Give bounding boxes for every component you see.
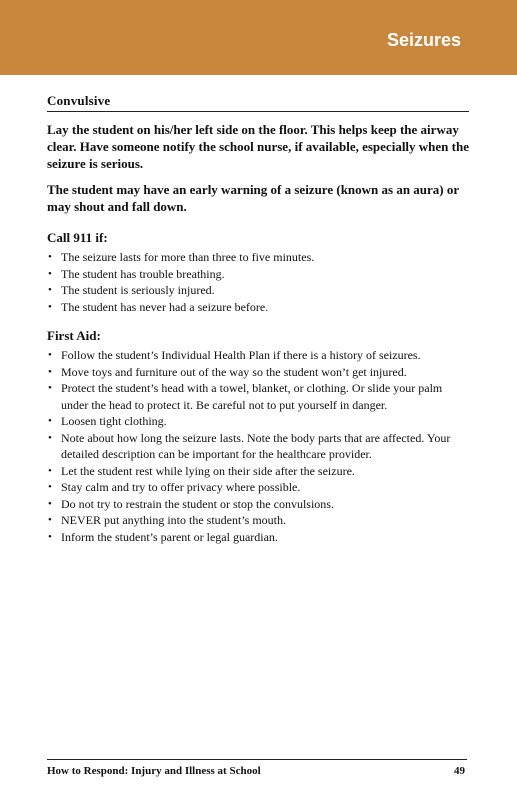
bullet-icon: • [48, 251, 52, 263]
section-heading: Convulsive [47, 93, 469, 112]
list-item: • The student has never had a seizure before. [48, 299, 269, 314]
bullet-icon: • [48, 514, 52, 526]
bullet-icon: • [48, 365, 52, 378]
page-title: Seizures [386, 30, 461, 50]
intro-paragraph: Lay the student on his/her left side on the floor. This helps keep the airway clear. Have someone notify the school nurse, if available, especially when the seizure is serious. [47, 122, 469, 171]
list-item: • Move toys and furniture out of the way so the student won’t get injured. [48, 364, 407, 379]
main-content [47, 93, 469, 545]
bullet-icon: • [48, 464, 52, 477]
footer-divider [47, 759, 467, 760]
header-band [0, 0, 517, 75]
bullet-icon: • [48, 530, 52, 543]
bullet-icon: • [48, 481, 52, 493]
list-item: • Stay calm and try to offer privacy where possible. [48, 480, 301, 494]
list-item: • Do not try to restrain the student or stop the convulsions. [48, 496, 334, 511]
list-item: • The student is seriously injured. [48, 283, 215, 297]
call-911-heading: Call 911 if: [47, 230, 108, 245]
list-item: • Protect the student’s head with a towel, blanket, or clothing. Or slide your palm under the head to protect it. Be careful not to put yourself in danger. [48, 381, 443, 412]
list-item: • NEVER put anything into the student’s mouth. [48, 513, 286, 527]
bullet-icon: • [48, 431, 52, 444]
bullet-icon: • [48, 415, 52, 427]
bullet-icon: • [48, 497, 52, 510]
page-number: 49 [454, 765, 465, 777]
warning-paragraph: The student may have an early warning of a seizure (known as an aura) or may shout and fall down. [47, 182, 459, 214]
footer-title: How to Respond: Injury and Illness at School [47, 765, 261, 777]
list-item: • Inform the student’s parent or legal guardian. [48, 529, 278, 544]
list-item: • Loosen tight clothing. [48, 414, 167, 428]
list-item: • Follow the student’s Individual Health Plan if there is a history of seizures. [48, 348, 421, 362]
list-item: • The student has trouble breathing. [48, 266, 225, 281]
bullet-icon: • [48, 382, 52, 394]
first-aid-heading: First Aid: [47, 328, 101, 343]
bullet-icon: • [48, 349, 52, 361]
call-911-list [47, 249, 469, 315]
first-aid-list [47, 347, 469, 545]
list-item: • The seizure lasts for more than three to five minutes. [48, 250, 315, 264]
bullet-icon: • [48, 284, 52, 296]
list-item: • Note about how long the seizure lasts. Note the body parts that are affected. Your detailed description can be important for the healthcare provider. [48, 430, 451, 461]
bullet-icon: • [48, 267, 52, 280]
bullet-icon: • [48, 300, 52, 313]
list-item: • Let the student rest while lying on their side after the seizure. [48, 463, 355, 478]
